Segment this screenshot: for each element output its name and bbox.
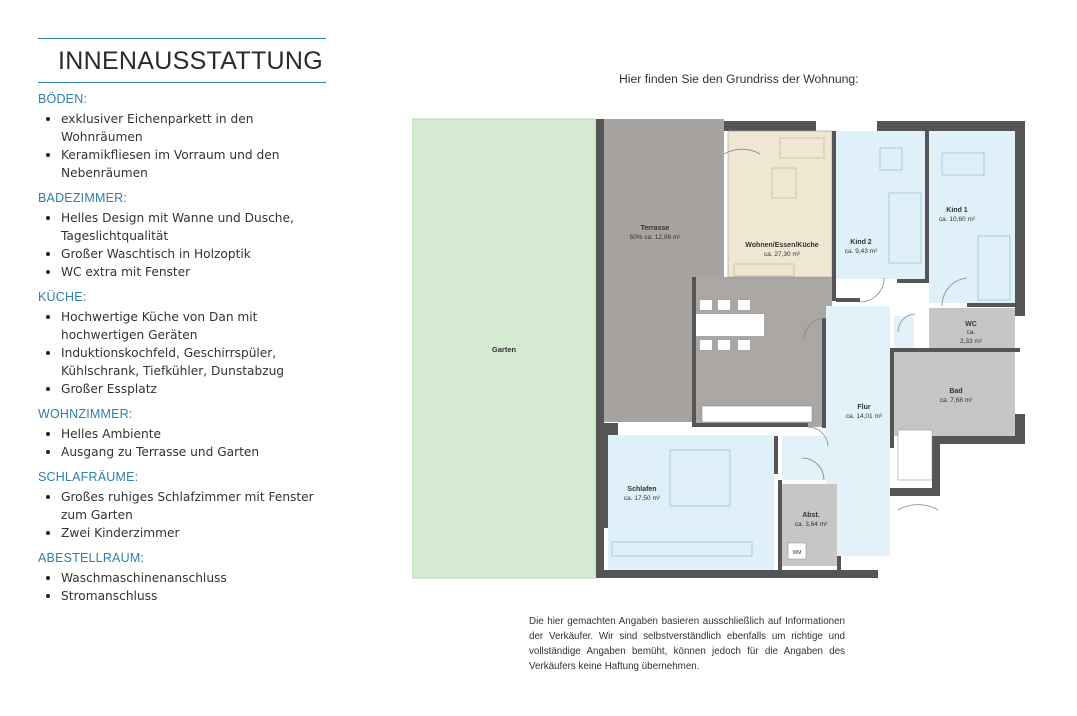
section-kueche [38,290,328,398]
section-schlafraeume [38,470,328,542]
room-area-flur: ca. 14,01 m² [845,413,883,420]
kind2-area [836,131,926,279]
list-item: Großer Waschtisch in Holzoptik [38,245,328,263]
title-bottom-rule [38,82,326,83]
section-boeden [38,92,328,182]
section-badezimmer [38,191,328,281]
section-heading: KÜCHE: [38,290,87,304]
floorplan-caption: Hier finden Sie den Grundriss der Wohnung: [619,72,859,86]
list-item: Großer Essplatz [38,380,328,398]
list-item: Helles Design mit Wanne und Dusche, Tageslichtqualität [38,209,328,245]
room-area-terrasse: 50% ca. 12,06 m² [629,234,681,241]
features-column [38,38,328,605]
list-item: Induktionskochfeld, Geschirrspüler, Kühlschrank, Tiefkühler, Dunstabzug [38,344,328,380]
page-title: INNENAUSSTATTUNG [58,47,323,75]
room-label-wohnen: Wohnen/Essen/Küche [745,242,819,249]
section-heading: BÖDEN: [38,92,88,106]
room-label-kind2: Kind 2 [850,239,872,246]
room-label-kind1: Kind 1 [946,207,968,214]
room-area-wc-prefix: ca. [966,329,976,336]
list-item: Waschmaschinenanschluss [38,569,328,587]
list-item: exklusiver Eichenparkett in den Wohnräumen [38,110,328,146]
list-item: Zwei Kinderzimmer [38,524,328,542]
section-heading: BADEZIMMER: [38,191,128,205]
room-label-abst: Abst. [802,512,820,519]
room-label-schlafen: Schlafen [627,486,657,493]
room-area-schlafen: ca. 17,50 m² [623,495,661,502]
room-label-terrasse: Terrasse [640,225,670,232]
room-area-abst: ca. 3,64 m² [794,521,828,528]
room-area-wohnen: ca. 27,30 m² [763,251,801,258]
list-item: Hochwertige Küche von Dan mit hochwertigen Geräten [38,308,328,344]
section-heading: WOHNZIMMER: [38,407,133,421]
list-item: Stromanschluss [38,587,328,605]
room-label-bad: Bad [949,388,963,395]
section-abstellraum [38,551,328,605]
disclaimer-text: Die hier gemachten Angaben basieren ausschließlich auf Informationen der Verkäufer. Wir sind selbstverständlich ebenfalls um richtige und vollständige Angaben bemüht, können jedoch für die Angaben des Verkäufers keine Haftung übernehmen. [529,616,845,672]
floor-plan [412,118,1027,580]
room-label-wc: WC [965,321,977,328]
section-heading: ABESTELLRAUM: [38,551,145,565]
kitchen-area [692,277,832,427]
room-label-flur: Flur [857,404,871,411]
room-area-kind1: ca. 10,60 m² [938,216,976,223]
list-item: Großes ruhiges Schlafzimmer mit Fenster zum Garten [38,488,328,524]
schlafen-area [608,435,774,570]
list-item: Keramikfliesen im Vorraum und den Nebenräumen [38,146,328,182]
list-item: WC extra mit Fenster [38,263,328,281]
list-item: Helles Ambiente [38,425,328,443]
room-area-bad: ca. 7,68 m² [939,397,973,404]
list-item: Ausgang zu Terrasse und Garten [38,443,328,461]
room-area-wc: 2,33 m² [959,338,983,345]
washing-machine-label: WM [792,550,802,556]
room-area-kind2: ca. 9,43 m² [844,248,878,255]
room-label-garten: Garten [491,345,517,354]
section-heading: SCHLAFRÄUME: [38,470,139,484]
section-wohnzimmer [38,407,328,461]
